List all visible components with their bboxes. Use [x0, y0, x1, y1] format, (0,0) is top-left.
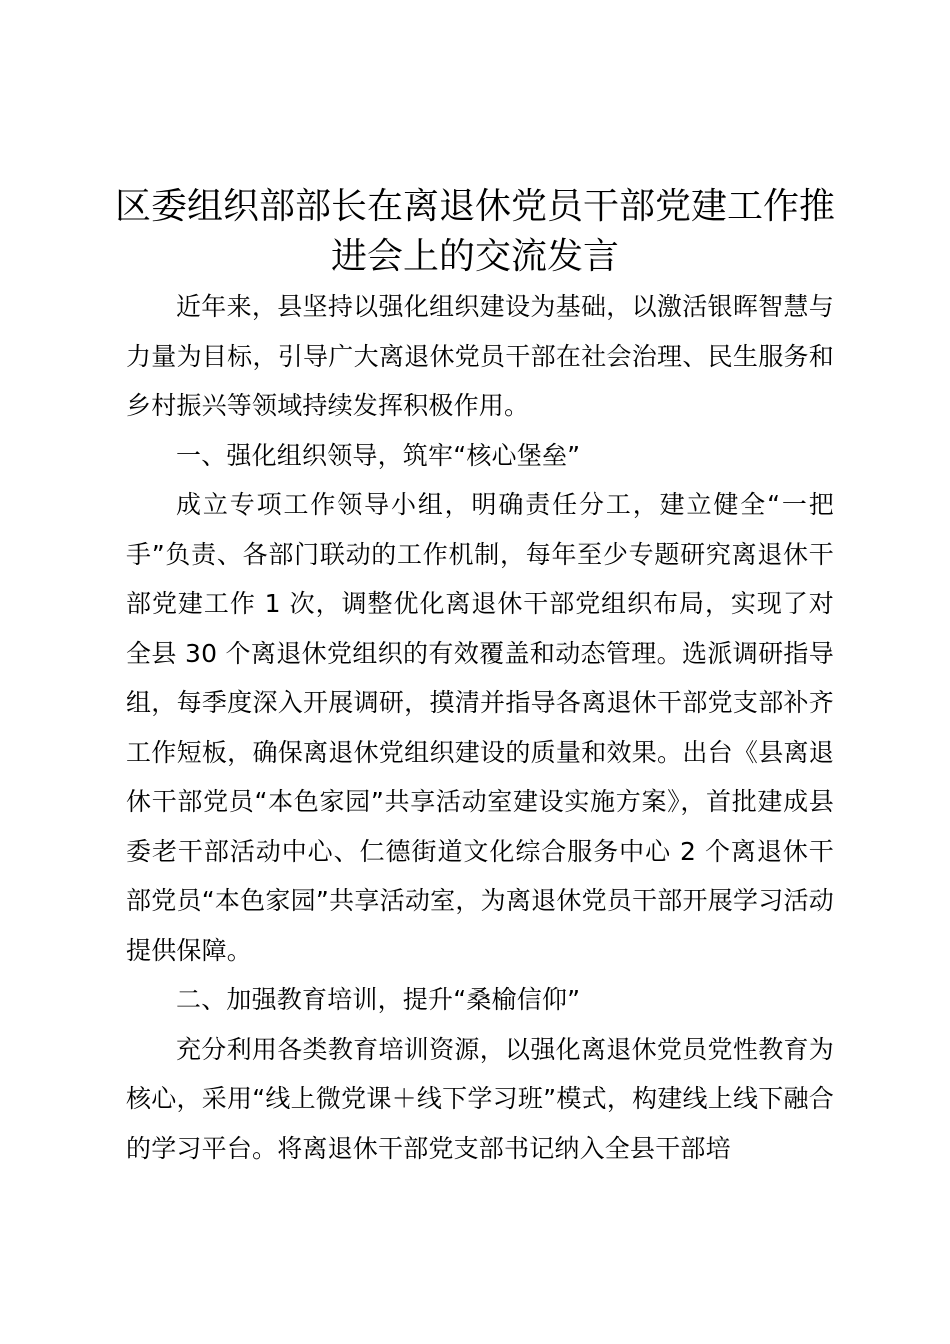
intro-paragraph: 近年来，县坚持以强化组织建设为基础，以激活银晖智慧与力量为目标，引导广大离退休党员干部在社会治理、民生服务和乡村振兴等领域持续发挥积极作用。 — [126, 292, 834, 420]
section-2-paragraph: 充分利用各类教育培训资源，以强化离退休党员党性教育为核心，采用“线上微党课＋线下学习班”模式，构建线上线下融合的学习平台。将离退休干部党支部书记纳入全县干部培 — [126, 1034, 834, 1163]
section-1-paragraph: 成立专项工作领导小组，明确责任分工，建立健全“一把手”负责、各部门联动的工作机制，每年至少专题研究离退休干部党建工作 1 次，调整优化离退休干部党组织布局，实现了对全县 30 个离退休党组织的有效覆盖和动态管理。选派调研指导组，每季度深入开展调研，摸清并指导各离退休干部党支部补齐工作短板，确保离退休党组织建设的质量和效果。出台《县离退休干部党员“本色家园”共享活动室建设实施方案》，首批建成县委老干部活动中心、仁德街道文化综合服务中心 2 个离退休干部党员“本色家园”共享活动室，为离退休党员干部开展学习活动提供保障。 — [126, 490, 834, 965]
section-2-heading: 二、加强教育培训，提升“桑榆信仰” — [176, 985, 581, 1014]
section-1-heading: 一、强化组织领导，筑牢“核心堡垒” — [176, 440, 581, 470]
document-title: 区委组织部部长在离退休党员干部党建工作推进会上的交流发言 — [114, 186, 835, 277]
document-body — [126, 282, 834, 1173]
